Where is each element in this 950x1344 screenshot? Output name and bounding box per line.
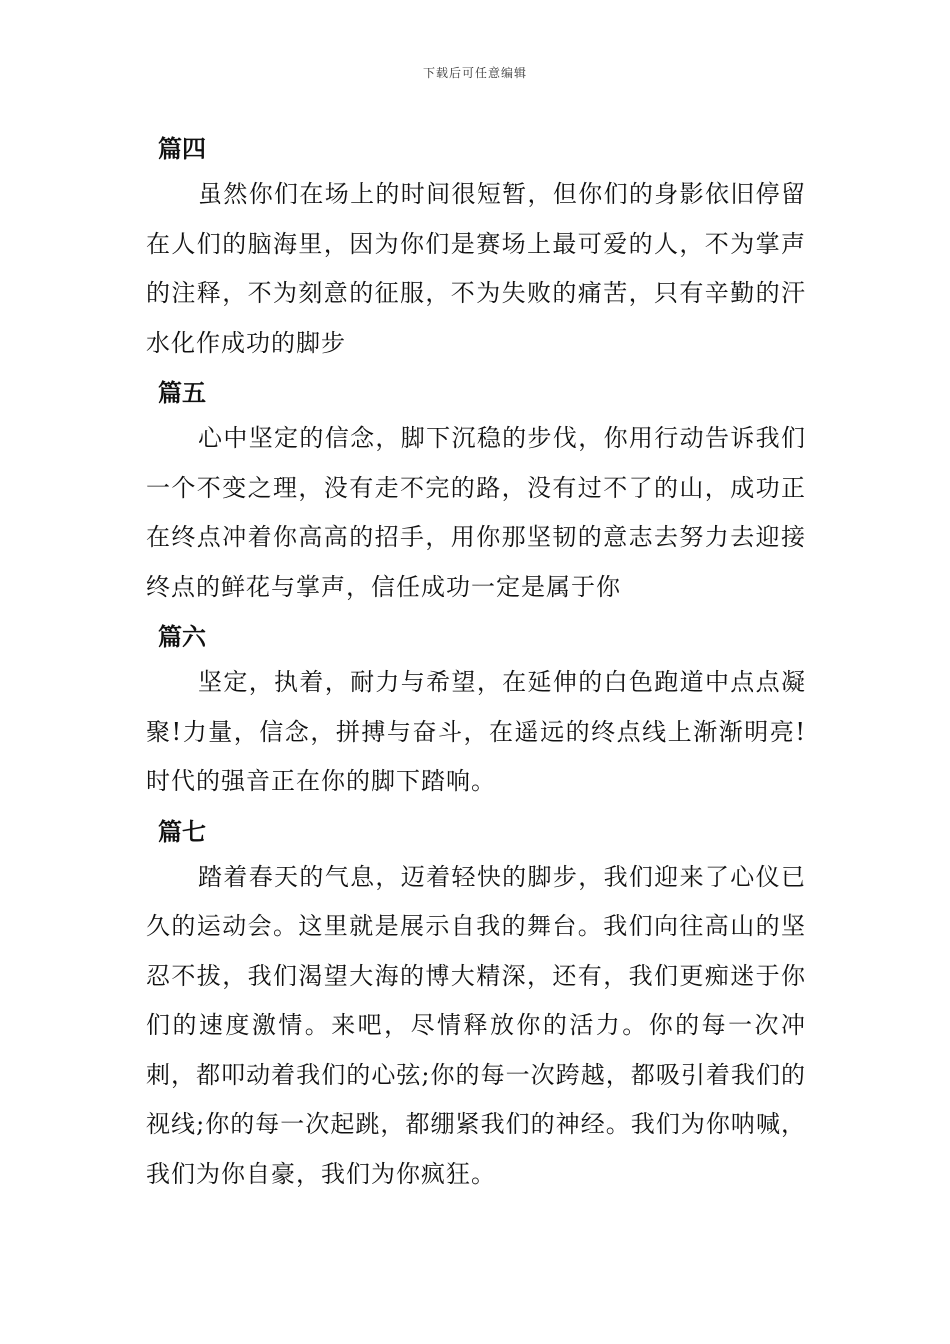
document-body [146,128,806,1203]
section-heading-7: 篇七 [158,816,206,846]
section-heading-4: 篇四 [158,134,206,163]
section-paragraph-6: 坚定，执着，耐力与希望，在延伸的白色跑道中点点凝聚!力量，信念，拼搏与奋斗，在遥远的终点线上渐渐明亮!时代的强音正在你的脚下踏响。 [146,668,806,795]
section-paragraph-7: 踏着春天的气息，迈着轻快的脚步，我们迎来了心仪已久的运动会。这里就是展示自我的舞台。我们向往高山的坚忍不拔，我们渴望大海的博大精深，还有，我们更痴迷于你们的速度激情。来吧，尽情释放你的活力。你的每一次冲刺，都叩动着我们的心弦;你的每一次跨越，都吸引着我们的视线;你的每一次起跳，都绷紧我们的神经。我们为你呐喊，我们为你自豪，我们为你疯狂。 [146,862,806,1188]
section-paragraph-5: 心中坚定的信念，脚下沉稳的步伐，你用行动告诉我们一个不变之理，没有走不完的路，没有过不了的山，成功正在终点冲着你高高的招手，用你那坚韧的意志去努力去迎接终点的鲜花与掌声，信任成功一定是属于你 [146,424,806,601]
section-paragraph-4: 虽然你们在场上的时间很短暂，但你们的身影依旧停留在人们的脑海里，因为你们是赛场上最可爱的人，不为掌声的注释，不为刻意的征服，不为失败的痛苦，只有辛勤的汗水化作成功的脚步 [146,180,806,357]
page-header-note: 下载后可任意编辑 [422,66,527,80]
section-heading-5: 篇五 [158,378,206,407]
section-heading-6: 篇六 [158,622,206,651]
